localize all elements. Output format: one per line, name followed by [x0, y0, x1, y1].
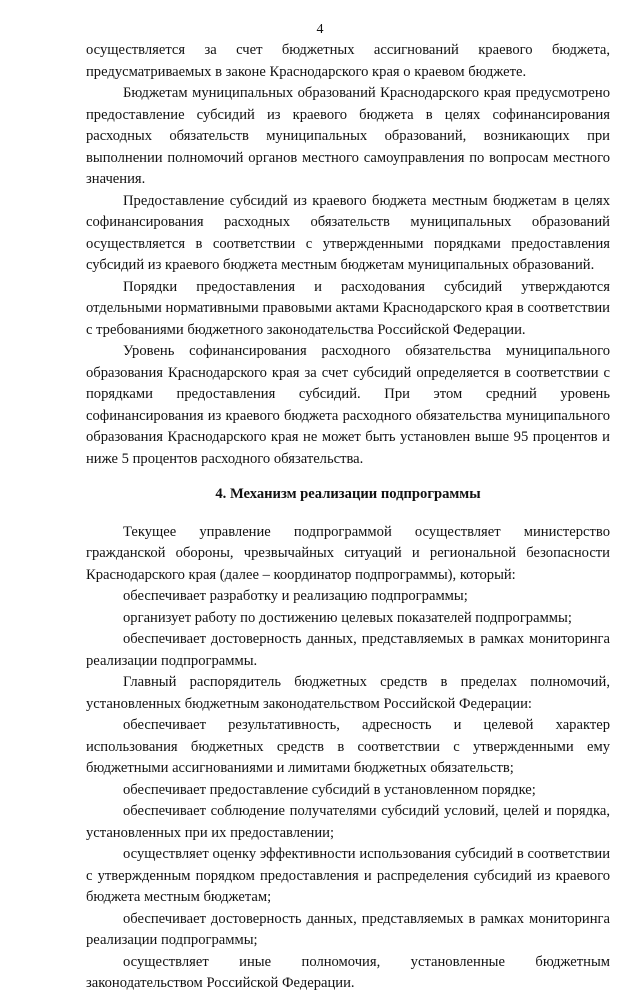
page-number: 4 — [316, 22, 324, 37]
paragraph: обеспечивает соблюдение получателями субсидий условий, целей и порядка, установленных при их предоставлении; — [86, 803, 610, 841]
paragraph: обеспечивает предоставление субсидий в установленном порядке; — [123, 781, 536, 798]
paragraph: Уровень софинансирования расходного обязательства муниципального образования Краснодарского края за счет субсидий определяется в соответствии с порядками предоставления субсидий. При этом средний уровень софинансирования из краевого бюджета расходного обязательства муниципального образования Краснодарского края не может быть установлен выше 95 процентов и ниже 5 процентов расходного обязательства. — [86, 343, 610, 467]
paragraph: организует работу по достижению целевых показателей подпрограммы; — [123, 609, 572, 626]
paragraph: обеспечивает результативность, адресность и целевой характер использования бюджетных средств в соответствии с утвержденными ему бюджетными ассигнованиями и лимитами бюджетных обязательств; — [86, 717, 610, 776]
paragraph: Предоставление субсидий из краевого бюджета местным бюджетам в целях софинансирования расходных обязательств муниципальных образований осуществляется в соответствии с утвержденными порядками предоставления субсидий из краевого бюджета местным бюджетам муниципальных образований. — [86, 192, 610, 273]
paragraph: осуществляет иные полномочия, установленные бюджетным законодательством Российской Федерации. — [86, 953, 610, 991]
paragraph: Бюджетам муниципальных образований Краснодарского края предусмотрено предоставление субсидий из краевого бюджета в целях софинансирования расходных обязательств муниципальных образований, возникающих при выполнении полномочий органов местного самоуправления по вопросам местного значения. — [86, 85, 610, 187]
paragraph: Порядки предоставления и расходования субсидий утверждаются отдельными нормативными правовыми актами Краснодарского края в соответствии с требованиями бюджетного законодательства Российской Федерации. — [86, 278, 610, 338]
paragraph: Текущее управление подпрограммой осуществляет министерство гражданской обороны, чрезвычайных ситуаций и региональной безопасности Краснодарского края (далее – координатор подпрограммы), который: — [86, 523, 610, 583]
paragraph: обеспечивает разработку и реализацию подпрограммы; — [123, 588, 468, 604]
paragraph: осуществляет оценку эффективности использования субсидий в соответствии с утвержденным порядком предоставления и распределения субсидий из краевого бюджета местным бюджетам; — [86, 846, 610, 905]
paragraph: Главный распорядитель бюджетных средств в пределах полномочий, установленных бюджетным законодательством Российской Федерации: — [86, 674, 610, 712]
document-body — [86, 40, 610, 995]
section-title: 4. Механизм реализации подпрограммы — [215, 486, 481, 502]
paragraphs-after-section — [86, 522, 610, 995]
paragraph: осуществляется за счет бюджетных ассигнований краевого бюджета, предусматриваемых в законе Краснодарского края о краевом бюджете. — [86, 42, 610, 80]
paragraphs-before-section — [86, 40, 610, 470]
paragraph: обеспечивает достоверность данных, представляемых в рамках мониторинга реализации подпрограммы; — [86, 910, 610, 948]
paragraph: обеспечивает достоверность данных, представляемых в рамках мониторинга реализации подпрограммы. — [86, 631, 610, 669]
